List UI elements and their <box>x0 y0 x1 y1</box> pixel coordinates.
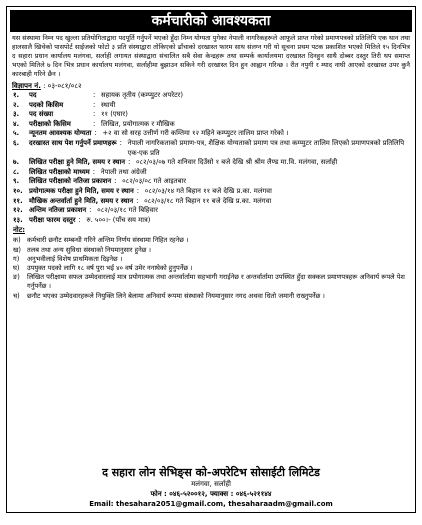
note-marker: ग) <box>13 254 20 263</box>
detail-value: सहायक तृतीय (कम्प्युटर अपरेटर) <box>101 91 183 99</box>
note-item <box>13 255 409 264</box>
note-item <box>13 264 409 273</box>
notes-list <box>7 236 415 300</box>
contact-email: Email: thesahara2051@gmail.com, thesaharaadm@gmail.com <box>89 500 333 508</box>
detail-list <box>7 91 415 225</box>
detail-value: लिखित, प्रयोगात्मक र मौखिक <box>101 119 175 128</box>
notice-number <box>12 81 410 91</box>
detail-row <box>13 129 409 139</box>
note-marker: ङ) <box>13 273 20 282</box>
detail-value: ०८२/०३/१८ गते बिहान ११ बजे देखि प्र.का. मलंगवा <box>144 196 272 205</box>
detail-row <box>13 177 409 187</box>
detail-number: ५. <box>13 129 20 138</box>
detail-label: लिखित परीक्षाको नतिजा प्रकाशन <box>29 177 112 186</box>
detail-value: +२ वा सो सरह उत्तीर्ण गरी कम्तिमा १२ महिने कम्प्युटर तालिम प्राप्त गरेको । <box>102 129 289 138</box>
detail-row <box>13 120 409 130</box>
detail-row <box>13 216 409 226</box>
note-text: अनुभवीलाई विशेष प्राथमिकता दिइनेछ । <box>27 254 123 263</box>
detail-separator: : <box>92 167 95 176</box>
detail-value: रु. ५००।- (पाँच सय मात्र) <box>86 215 151 224</box>
detail-row <box>13 91 409 101</box>
detail-number: ४. <box>13 119 20 128</box>
detail-row <box>13 168 409 178</box>
detail-number: ११. <box>13 196 23 205</box>
page-title: कर्मचारीको आवश्यकता <box>10 10 412 32</box>
detail-separator: : <box>136 186 140 195</box>
note-item <box>13 292 409 301</box>
detail-separator: : <box>78 215 81 224</box>
detail-separator: : <box>93 110 96 119</box>
detail-value: ११ (एघार) <box>101 110 128 119</box>
detail-separator: : <box>127 158 131 167</box>
intro-paragraph: यस संस्थामा निम्न पद खुल्ला प्रतियोगिताद्वारा पदपूर्ति गर्नुपर्ने भएको हुँदा निम्न योग्यता पुगेका नेपाली नागरिकहरूले आफूले प्राप्त गरेको प्रमाणपत्रको प्रतिलिपि एक थान तथा हालसालै खिचेको पासपोर्ट साईजको फोटो ३ प्रति संस्थाद्वारा तोकिएको ढाँचाको दरखास्त फारम साथ संलग्न गरी यो सूचना प्रथम पटक प्रकाशित भएको मितिले १५ दिनभित्र द सहारा प्रधान कार्यालय मलंगवा, सर्लाही लगायत संस्थाद्वारा संचालित सबै सेवा केन्द्रहरू तथा सम्पर्क कार्यालयमा दरखास्त दिनहुन साथै दोब्बर दस्तुर तिरी थप समाप्त भएको मितिले ७ दिन भित्र प्रधान कार्यालय मलंगवा, सर्लाहीमा बुझाउन सकिने गरी दरखास्त दिन हुन आह्वान गरिन्छ । रीत नपुगी र म्याद नाघी आएको दरखास्त उपर कुनै कारबाही गरिने छैन । <box>12 34 410 78</box>
advertisement-page <box>6 6 416 513</box>
detail-separator: : <box>119 138 122 147</box>
detail-row <box>13 139 409 158</box>
detail-row <box>13 187 409 197</box>
note-marker: ख) <box>13 245 21 254</box>
detail-label: मौखिक अन्तर्वार्ता हुने मिति, समय र स्थान <box>29 196 134 205</box>
detail-label: पद संख्या <box>29 110 54 119</box>
organization-address: मलंगवा, सर्लाही <box>191 480 231 488</box>
detail-value: स्थायी <box>101 100 116 109</box>
detail-number: ८. <box>13 167 20 176</box>
detail-label: पद <box>29 91 37 99</box>
note-text: छनौट भएका उम्मेदवारहरूले नियुक्ति लिने बेलामा अनिवार्य रूपमा संस्थाको नियमानुसार नगद अथवा धितो जमानी राख्नुपर्नेछ । <box>27 291 325 300</box>
note-text: उपयुक्त पदको लागि १८ वर्ष पुरा भई ४० वर्ष उमेर ननाघेको हुनुपर्नेछ । <box>27 263 193 272</box>
detail-value: नेपाली तथा अंग्रेजी <box>100 167 147 176</box>
detail-number: १०. <box>13 186 23 195</box>
footer <box>7 463 415 509</box>
detail-label: दरखास्त साथ पेश गर्नुपर्ने प्रमाणहरू <box>29 138 117 147</box>
detail-row <box>13 110 409 120</box>
note-marker: घ) <box>13 263 20 272</box>
note-marker: च) <box>13 291 20 300</box>
notice-value: : ०३-०८१/०८२ <box>43 82 82 90</box>
detail-label: परीक्षा फारम दस्तुर <box>29 215 76 224</box>
note-item <box>13 273 409 291</box>
detail-value: ०८२/०३/०८ गते आइतबार <box>122 177 187 186</box>
notes-heading: नोट: <box>13 226 26 235</box>
detail-number: १. <box>13 91 20 99</box>
detail-row <box>13 101 409 111</box>
detail-label: पदको किसिम <box>29 100 64 109</box>
detail-label: न्यूनतम आवश्यक योग्यता <box>29 129 92 138</box>
detail-number: १२. <box>13 206 23 215</box>
detail-number: ७. <box>13 158 20 167</box>
detail-label: परीक्षाको किसिम <box>29 119 71 128</box>
detail-separator: : <box>93 100 96 109</box>
detail-row <box>13 158 409 168</box>
detail-separator: : <box>136 196 139 205</box>
detail-number: २. <box>13 100 20 109</box>
contact-phone: फोन : ०४६-५२००१२, फ्याक्स : ०४६-५२११४४ <box>150 490 272 498</box>
detail-separator: : <box>93 119 96 128</box>
note-item <box>13 246 409 255</box>
detail-number: ९. <box>13 177 20 186</box>
notice-label: विज्ञापन नं. <box>12 82 41 90</box>
detail-value: ०८२/०३/०७ गते शनिवार दिउँसो १ बजे देखि श्री श्रीम लैण्ड मा.वि. मलंगवा, सर्लाही <box>135 158 338 167</box>
note-text: तलब तथा अन्य सुविधा संस्थाको नियमानुसार हुनेछ । <box>27 245 151 254</box>
detail-row <box>13 197 409 207</box>
detail-label: अन्तिम नतिजा प्रकाशन <box>29 206 87 215</box>
detail-number: ६. <box>13 138 20 147</box>
detail-separator: : <box>94 129 97 138</box>
detail-number: ३. <box>13 110 20 119</box>
note-item <box>13 236 409 245</box>
note-text: लिखित परीक्षामा सफल उम्मेदवारलाई मात्र प्रयोगात्मक तथा अन्तर्वार्तामा सहभागी गराईनेछ र अन्तर्वार्तामा उपस्थित हुँदा सक्कल प्रमाणपत्रहरू अनिवार्य रूपले पेश गर्नुपर्नेछ । <box>27 273 405 291</box>
detail-label: लिखित परीक्षाको माध्यम <box>29 167 90 176</box>
detail-row <box>13 206 409 216</box>
detail-label: लिखित परीक्षा हुने मिति, समय र स्थान <box>29 158 125 167</box>
detail-number: १३. <box>13 215 23 224</box>
detail-label: प्रयोगात्मक परीक्षा हुने मिति, समय र स्थान <box>29 186 134 195</box>
note-text: कर्मचारी छनौट सम्बन्धी गरिने अन्तिम निर्णय संस्थामा निहित रहनेछ । <box>27 236 189 245</box>
detail-separator: : <box>114 177 117 186</box>
detail-separator: : <box>89 206 92 215</box>
detail-separator: : <box>93 91 96 99</box>
organization-name: द सहारा लोन सेभिङ्स को-अपरेटिभ सोसाईटी लिमिटेड <box>102 466 320 479</box>
detail-value: ०८२/०३/१८ गते बिहिवार <box>97 206 158 215</box>
detail-value: नेपाली नागरिकताको प्रमाण-पत्र, शैक्षिक योग्यताको प्रमाण पत्र तथा कम्प्युटर तालिम लिएको प्रमाणपत्रको प्रतिलिपि एक-एक प्रति <box>127 138 405 157</box>
detail-value: ०८२/०३/१४ गते बिहान ११ बजे देखि प्र.का. मलंगवा <box>144 186 272 195</box>
note-marker: क) <box>13 236 21 245</box>
